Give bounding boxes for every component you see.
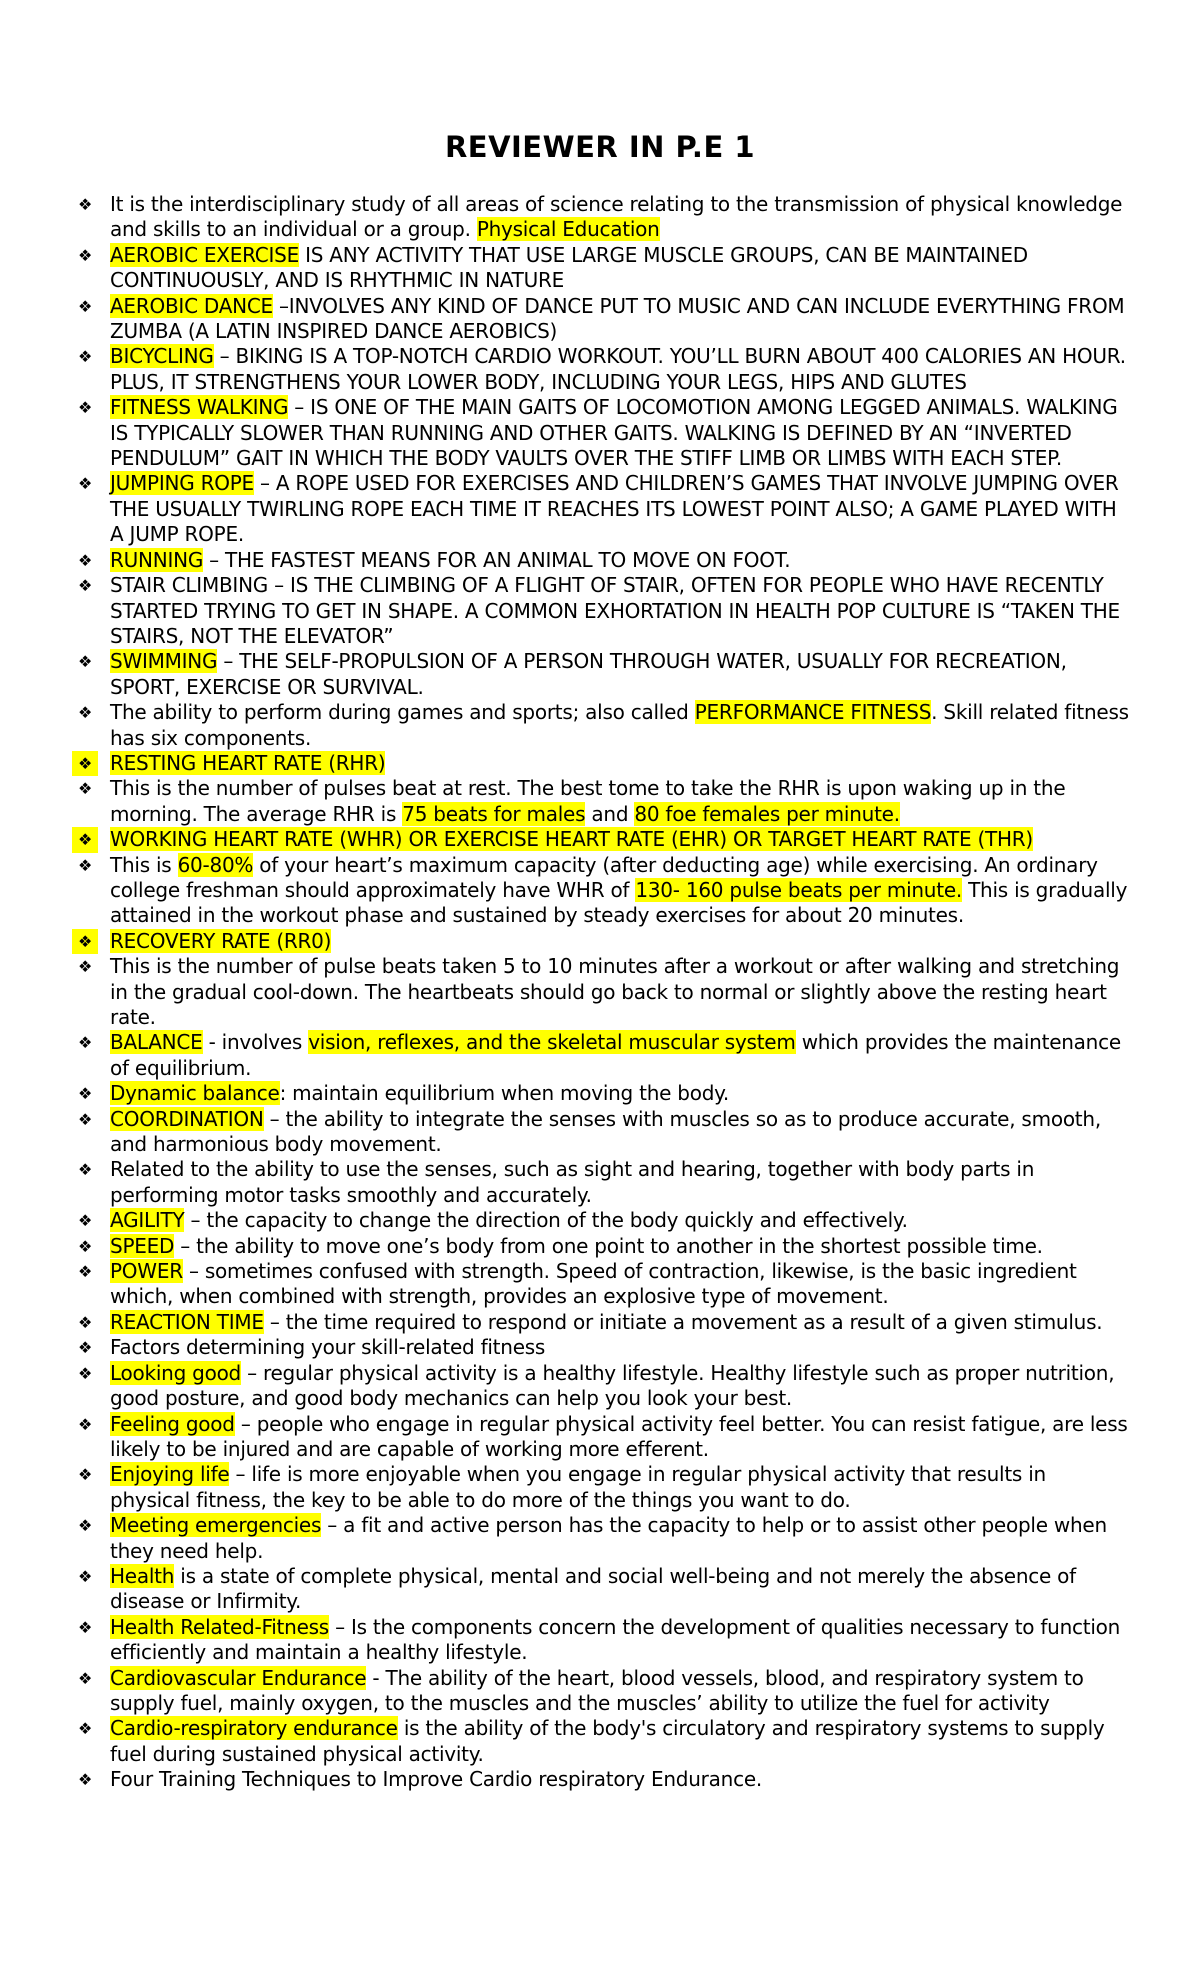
- list-item: [72, 1666, 1132, 1717]
- highlighted-term: Health Related-Fitness: [110, 1614, 329, 1639]
- list-item: [72, 751, 1132, 776]
- diamond-bullet-icon: ❖: [77, 245, 93, 265]
- list-item: [72, 192, 1132, 243]
- list-item: [72, 471, 1132, 547]
- diamond-bullet-icon: ❖: [72, 827, 98, 852]
- item-text: Four Training Techniques to Improve Cardio respiratory Endurance.: [110, 1767, 762, 1792]
- diamond-bullet-icon: ❖: [77, 398, 93, 418]
- highlighted-term: RECOVERY RATE (RR0): [110, 928, 332, 953]
- item-text: – regular physical activity is a healthy lifestyle. Healthy lifestyle such as proper nutrition, good posture, and good body mechanics can help you look your best.: [110, 1360, 1115, 1411]
- diamond-bullet-icon: ❖: [77, 1236, 93, 1256]
- highlighted-term: Health: [110, 1563, 175, 1588]
- diamond-bullet-icon: ❖: [77, 779, 93, 799]
- list-item: [72, 1462, 1132, 1513]
- diamond-bullet-icon: ❖: [77, 576, 93, 596]
- highlighted-term: AEROBIC DANCE: [110, 293, 273, 318]
- bullet-list: [72, 192, 1132, 1793]
- diamond-bullet-icon: ❖: [77, 1338, 93, 1358]
- highlighted-term: vision, reflexes, and the skeletal muscular system: [308, 1030, 796, 1055]
- list-item: [72, 1208, 1132, 1233]
- list-item: [72, 1767, 1132, 1792]
- item-text: This is: [110, 852, 178, 877]
- highlighted-term: POWER: [110, 1259, 183, 1284]
- highlighted-term: AGILITY: [110, 1208, 185, 1233]
- highlighted-term: REACTION TIME: [110, 1309, 264, 1334]
- item-text: – Is the components concern the development of qualities necessary to function efficiently and maintain a healthy lifestyle.: [110, 1614, 1121, 1665]
- list-item: [72, 243, 1132, 294]
- item-text: –INVOLVES ANY KIND OF DANCE PUT TO MUSIC AND CAN INCLUDE EVERYTHING FROM ZUMBA (A LATIN INSPIRED DANCE AEROBICS): [110, 293, 1125, 344]
- diamond-bullet-icon: ❖: [77, 957, 93, 977]
- diamond-bullet-icon: ❖: [77, 1770, 93, 1790]
- diamond-bullet-icon: ❖: [77, 474, 93, 494]
- highlighted-term: RUNNING: [110, 547, 204, 572]
- diamond-bullet-icon: ❖: [77, 1566, 93, 1586]
- highlighted-term: 80 foe females per minute.: [634, 801, 900, 826]
- highlighted-term: 75 beats for males: [402, 801, 586, 826]
- diamond-bullet-icon: ❖: [77, 703, 93, 723]
- highlighted-term: COORDINATION: [110, 1106, 264, 1131]
- diamond-bullet-icon: ❖: [77, 1084, 93, 1104]
- list-item: [72, 1716, 1132, 1767]
- list-item: [72, 1310, 1132, 1335]
- item-text: of your heart’s maximum capacity (after deducting age) while exercising. An ordinary college freshman should approximately have WHR of: [110, 852, 1098, 902]
- highlighted-term: Dynamic balance: [110, 1081, 280, 1106]
- item-text: IS ANY ACTIVITY THAT USE LARGE MUSCLE GROUPS, CAN BE MAINTAINED CONTINUOUSLY, AND IS RHYTHMIC IN NATURE: [110, 242, 1028, 293]
- highlighted-term: 60-80%: [177, 852, 254, 877]
- list-item: [72, 853, 1132, 929]
- list-item: [72, 954, 1132, 1030]
- list-item: [72, 1107, 1132, 1158]
- item-text: which provides the maintenance of equilibrium.: [110, 1030, 1121, 1080]
- highlighted-term: Feeling good: [110, 1411, 235, 1436]
- list-item: [72, 1412, 1132, 1463]
- diamond-bullet-icon: ❖: [77, 1033, 93, 1053]
- item-text: – the time required to respond or initiate a movement as a result of a given stimulus.: [263, 1309, 1103, 1334]
- highlighted-term: PERFORMANCE FITNESS: [694, 700, 932, 725]
- item-text: – life is more enjoyable when you engage in regular physical activity that results in physical fitness, the key to be able to do more of the things you want to do.: [110, 1462, 1046, 1512]
- list-item: [72, 929, 1132, 954]
- diamond-bullet-icon: ❖: [77, 1516, 93, 1536]
- list-item: [72, 344, 1132, 395]
- diamond-bullet-icon: ❖: [77, 1668, 93, 1688]
- highlighted-term: Cardio-respiratory endurance: [110, 1716, 398, 1741]
- list-item: [72, 649, 1132, 700]
- item-text: – A ROPE USED FOR EXERCISES AND CHILDREN’S GAMES THAT INVOLVE JUMPING OVER THE USUALLY TWIRLING ROPE EACH TIME IT REACHES ITS LOWEST POINT ALSO; A GAME PLAYED WITH A JUMP ROPE.: [110, 471, 1119, 547]
- diamond-bullet-icon: ❖: [77, 296, 93, 316]
- highlighted-term: BALANCE: [110, 1030, 203, 1055]
- list-item: [72, 1030, 1132, 1081]
- diamond-bullet-icon: ❖: [77, 652, 93, 672]
- list-item: [72, 827, 1132, 852]
- diamond-bullet-icon: ❖: [77, 1262, 93, 1282]
- diamond-bullet-icon: ❖: [77, 195, 93, 214]
- item-text: – sometimes confused with strength. Speed of contraction, likewise, is the basic ingredient which, when combined with strength, provides an explosive type of movement.: [110, 1259, 1077, 1309]
- item-text: - involves: [202, 1030, 309, 1055]
- diamond-bullet-icon: ❖: [77, 1109, 93, 1129]
- highlighted-term: SWIMMING: [110, 649, 218, 674]
- item-text: STAIR CLIMBING – IS THE CLIMBING OF A FLIGHT OF STAIR, OFTEN FOR PEOPLE WHO HAVE RECENTLY STARTED TRYING TO GET IN SHAPE. A COMMON EXHORTATION IN HEALTH POP CULTURE IS “TAKEN THE STAIRS, NOT THE ELEVATOR”: [110, 573, 1120, 648]
- list-item: [72, 395, 1132, 471]
- list-item: [72, 1335, 1132, 1360]
- item-text: Factors determining your skill-related fitness: [110, 1335, 546, 1360]
- list-item: [72, 1157, 1132, 1208]
- diamond-bullet-icon: ❖: [77, 1465, 93, 1485]
- item-text: is a state of complete physical, mental and social well-being and not merely the absence of disease or Infirmity.: [110, 1563, 1076, 1614]
- list-item: [72, 1234, 1132, 1259]
- diamond-bullet-icon: ❖: [77, 1414, 93, 1434]
- item-text: : maintain equilibrium when moving the body.: [279, 1081, 730, 1106]
- diamond-bullet-icon: ❖: [77, 855, 93, 875]
- diamond-bullet-icon: ❖: [77, 1719, 93, 1739]
- highlighted-term: BICYCLING: [110, 344, 214, 369]
- highlighted-term: Looking good: [110, 1360, 241, 1385]
- highlighted-term: FITNESS WALKING: [110, 395, 289, 420]
- highlighted-term: Meeting emergencies: [110, 1513, 322, 1538]
- list-item: [72, 1615, 1132, 1666]
- list-item: [72, 776, 1132, 827]
- item-text: – BIKING IS A TOP-NOTCH CARDIO WORKOUT. YOU’LL BURN ABOUT 400 CALORIES AN HOUR. PLUS, IT STRENGTHENS YOUR LOWER BODY, INCLUDING YOUR LEGS, HIPS AND GLUTES: [110, 344, 1126, 394]
- diamond-bullet-icon: ❖: [72, 929, 98, 954]
- item-text: The ability to perform during games and sports; also called: [110, 700, 695, 725]
- item-text: This is the number of pulse beats taken 5 to 10 minutes after a workout or after walking and stretching in the gradual cool-down. The heartbeats should go back to normal or slightly above the resting heart rate.: [110, 954, 1120, 1029]
- diamond-bullet-icon: ❖: [77, 1211, 93, 1231]
- diamond-bullet-icon: ❖: [77, 1617, 93, 1637]
- item-text: This is the number of pulses beat at rest. The best tome to take the RHR is upon waking up in the morning. The average RHR is: [110, 776, 1066, 826]
- diamond-bullet-icon: ❖: [72, 751, 98, 776]
- list-item: [72, 700, 1132, 751]
- highlighted-term: JUMPING ROPE: [110, 471, 254, 496]
- list-item: [72, 294, 1132, 345]
- item-text: – a fit and active person has the capacity to help or to assist other people when they need help.: [110, 1513, 1107, 1563]
- item-text: and: [585, 801, 635, 826]
- highlighted-term: 130- 160 pulse beats per minute.: [635, 877, 962, 902]
- diamond-bullet-icon: ❖: [77, 347, 93, 367]
- diamond-bullet-icon: ❖: [77, 550, 93, 570]
- item-text: – the ability to move one’s body from one point to another in the shortest possible time.: [174, 1233, 1043, 1258]
- item-text: is the ability of the body's circulatory and respiratory systems to supply fuel during sustained physical activity.: [110, 1716, 1105, 1766]
- highlighted-term: AEROBIC EXERCISE: [110, 242, 299, 267]
- list-item: [72, 548, 1132, 573]
- page-title: REVIEWER IN P.E 1: [444, 130, 756, 164]
- item-text: Related to the ability to use the senses, such as sight and hearing, together with body parts in performing motor tasks smoothly and accurately.: [110, 1157, 1035, 1207]
- list-item: [72, 1361, 1132, 1412]
- list-item: [72, 1259, 1132, 1310]
- highlighted-term: SPEED: [110, 1233, 175, 1258]
- item-text: This is gradually attained in the workout phase and sustained by steady exercises for about 20 minutes.: [110, 877, 1128, 928]
- item-text: – THE SELF-PROPULSION OF A PERSON THROUGH WATER, USUALLY FOR RECREATION, SPORT, EXERCISE OR SURVIVAL.: [110, 649, 1067, 699]
- item-text: – people who engage in regular physical activity feel better. You can resist fatigue, are less likely to be injured and are capable of working more efferent.: [110, 1411, 1128, 1461]
- item-text: – IS ONE OF THE MAIN GAITS OF LOCOMOTION AMONG LEGGED ANIMALS. WALKING IS TYPICALLY SLOWER THAN RUNNING AND OTHER GAITS. WALKING IS DEFINED BY AN “INVERTED PENDULUM” GAIT IN WHICH THE BODY VAULTS OVER THE STIFF LIMB OR LIMBS WITH EACH STEP.: [110, 395, 1118, 471]
- highlighted-term: WORKING HEART RATE (WHR) OR EXERCISE HEART RATE (EHR) OR TARGET HEART RATE (THR): [110, 827, 1033, 852]
- list-item: [72, 1513, 1132, 1564]
- list-item: [72, 1081, 1132, 1106]
- item-text: – THE FASTEST MEANS FOR AN ANIMAL TO MOVE ON FOOT.: [203, 547, 791, 572]
- highlighted-term: Physical Education: [476, 217, 660, 242]
- highlighted-term: Cardiovascular Endurance: [110, 1665, 367, 1690]
- list-item: [72, 573, 1132, 649]
- diamond-bullet-icon: ❖: [77, 1312, 93, 1332]
- item-text: – the capacity to change the direction of the body quickly and effectively.: [184, 1208, 908, 1233]
- highlighted-term: RESTING HEART RATE (RHR): [110, 750, 386, 775]
- highlighted-term: Enjoying life: [110, 1462, 230, 1487]
- diamond-bullet-icon: ❖: [77, 1363, 93, 1383]
- diamond-bullet-icon: ❖: [77, 1160, 93, 1180]
- item-text: – the ability to integrate the senses with muscles so as to produce accurate, smooth, and harmonious body movement.: [110, 1106, 1101, 1157]
- item-text: It is the interdisciplinary study of all areas of science relating to the transmission of physical knowledge and skills to an individual or a group.: [110, 192, 1123, 242]
- list-item: [72, 1564, 1132, 1615]
- item-text: - The ability of the heart, blood vessels, blood, and respiratory system to supply fuel, mainly oxygen, to the muscles and the muscles’ ability to utilize the fuel for activity: [110, 1665, 1084, 1715]
- item-text: . Skill related fitness has six components.: [110, 700, 1129, 750]
